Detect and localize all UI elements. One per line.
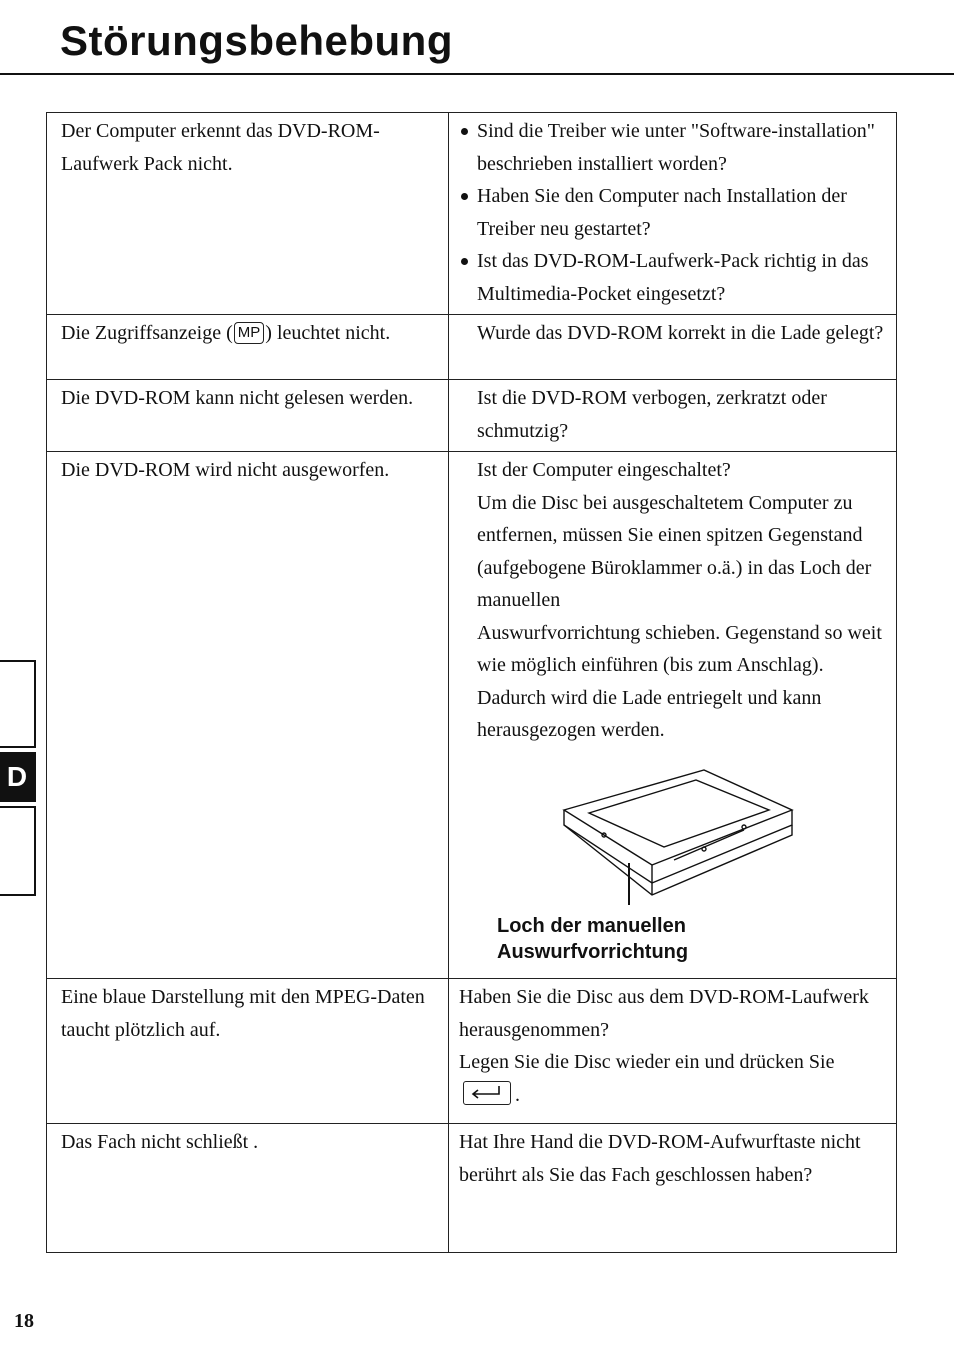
page-number: 18 — [14, 1310, 34, 1332]
dvd-drive-illustration — [544, 765, 794, 905]
side-tab-empty — [0, 806, 36, 896]
mp-indicator-icon: MP — [234, 322, 265, 344]
list-item: Ist das DVD-ROM-Laufwerk-Pack richtig in das Multimedia-Pocket eingesetzt? — [459, 245, 884, 310]
figure-caption-line: Loch der manuellen — [497, 914, 686, 937]
table-row — [47, 315, 897, 380]
figure-caption — [497, 913, 884, 965]
problem-cell: Der Computer erkennt das DVD-ROM-Laufwerk Pack nicht. — [47, 113, 449, 315]
cause-text: Haben Sie die Disc aus dem DVD-ROM-Laufwerk herausgenommen? — [459, 986, 869, 1041]
table-row — [47, 113, 897, 315]
problem-text: ) leuchtet nicht. — [265, 322, 391, 344]
problem-cell: Die DVD-ROM kann nicht gelesen werden. — [47, 380, 449, 452]
cause-cell — [449, 315, 897, 380]
cause-cell — [449, 979, 897, 1124]
enter-key-icon — [463, 1081, 511, 1105]
cause-text — [459, 1046, 884, 1111]
cause-cell — [449, 452, 897, 979]
problem-cell: Das Fach nicht schließt . — [47, 1124, 449, 1253]
side-tab-language: D — [0, 752, 36, 802]
cause-cell — [449, 113, 897, 315]
table-row — [47, 452, 897, 979]
problem-cell — [47, 315, 449, 380]
problem-text: Die Zugriffsanzeige ( — [61, 322, 233, 344]
cause-text: Auswurfvorrichtung schieben. Gegenstand so weit wie möglich einführen (bis zum Anschlag). Dadurch wird die Lade entriegelt und kann herausgezogen werden. — [477, 621, 882, 741]
cause-text: Ist der Computer eingeschaltet? — [477, 459, 731, 481]
cause-cell — [449, 380, 897, 452]
problem-cell: Die DVD-ROM wird nicht ausgeworfen. — [47, 452, 449, 979]
cause-list — [459, 115, 884, 310]
page-title: Störungsbehebung — [60, 17, 453, 64]
cause-text: Wurde das DVD-ROM korrekt in die Lade gelegt? — [477, 322, 884, 344]
problem-cell: Eine blaue Darstellung mit den MPEG-Daten taucht plötzlich auf. — [47, 979, 449, 1124]
figure-caption-line: Auswurfvorrichtung — [497, 940, 689, 963]
cause-text-part: . — [515, 1083, 520, 1106]
table-row — [47, 1124, 897, 1253]
side-tab-empty — [0, 660, 36, 748]
list-item: Sind die Treiber wie unter "Software-installation" beschrieben installiert worden? — [459, 115, 884, 180]
cause-cell: Hat Ihre Hand die DVD-ROM-Aufwurftaste nicht berührt als Sie das Fach geschlossen haben? — [449, 1124, 897, 1253]
table-row — [47, 380, 897, 452]
title-divider — [0, 73, 954, 75]
list-item: Haben Sie den Computer nach Installation der Treiber neu gestartet? — [459, 180, 884, 245]
cause-text: Um die Disc bei ausgeschaltetem Computer zu entfernen, müssen Sie einen spitzen Gegenstand (aufgebogene Büroklammer o.ä.) in das Loch der manuellen — [477, 491, 872, 611]
table-row — [47, 979, 897, 1124]
troubleshooting-table — [46, 112, 897, 1253]
cause-text: Ist die DVD-ROM verbogen, zerkratzt oder schmutzig? — [477, 387, 827, 442]
cause-text-part: Legen Sie die Disc wieder ein und drücken Sie — [459, 1051, 835, 1073]
